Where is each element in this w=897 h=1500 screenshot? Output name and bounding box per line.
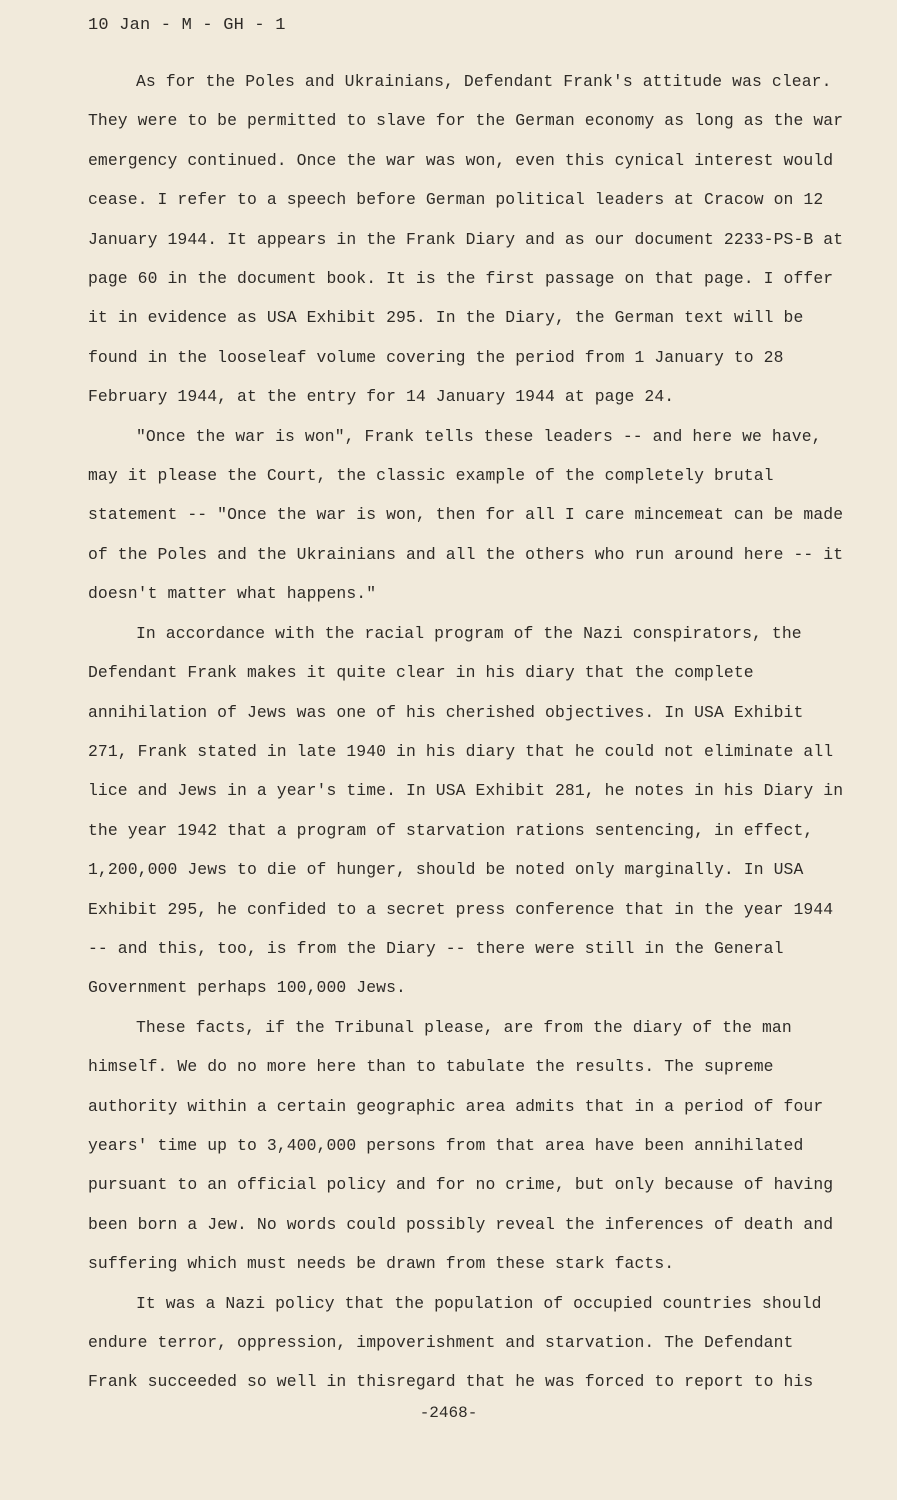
paragraph-1: As for the Poles and Ukrainians, Defendant Frank's attitude was clear. They were to be permitted to slave for the German economy as long as the war emergency continued. Once the war was won, even this cynical interest would cease. I refer to a speech before German political leaders at Cracow on 12 January 1944. It appears in the Frank Diary and as our document 2233-PS-B at page 60 in the document book. It is the first passage on that page. I offer it in evidence as USA Exhibit 295. In the Diary, the German text will be found in the looseleaf volume covering the period from 1 January to 28 February 1944, at the entry for 14 January 1944 at page 24. [88,72,844,407]
page-header: 10 Jan - M - GH - 1 [88,16,286,35]
paragraph-2: "Once the war is won", Frank tells these leaders -- and here we have, may it please the Court, the classic example of the completely brutal statement -- "Once the war is won, then for all I care mincemeat can be made of the Poles and the Ukrainians and all the others who run around here -- it doesn't matter what happens." [88,426,844,604]
paragraph-5: It was a Nazi policy that the population of occupied countries should endure terror, oppression, impoverishment and starvation. The Defendant Frank succeeded so well in thisregard that he was forced to report to his [88,1293,822,1392]
page-number: -2468- [419,1404,478,1422]
paragraph-3: In accordance with the racial program of the Nazi conspirators, the Defendant Frank makes it quite clear in his diary that the complete annihilation of Jews was one of his cherished objectives. In USA Exhibit 271, Frank stated in late 1940 in his diary that he could not eliminate all lice and Jews in a year's time. In USA Exhibit 281, he notes in his Diary in the year 1942 that a program of starvation rations sentencing, in effect, 1,200,000 Jews to die of hunger, should be noted only marginally. In USA Exhibit 295, he confided to a secret press conference that in the year 1944 -- and this, too, is from the Diary -- there were still in the General Government perhaps 100,000 Jews. [88,623,844,998]
paragraph-4: These facts, if the Tribunal please, are from the diary of the man himself. We do no more here than to tabulate the results. The supreme authority within a certain geographic area admits that in a period of four years' time up to 3,400,000 persons from that area have been annihilated pursuant to an official policy and for no crime, but only because of having been born a Jew. No words could possibly reveal the inferences of death and suffering which must needs be drawn from these stark facts. [88,1017,834,1274]
document-body [88,62,848,1402]
